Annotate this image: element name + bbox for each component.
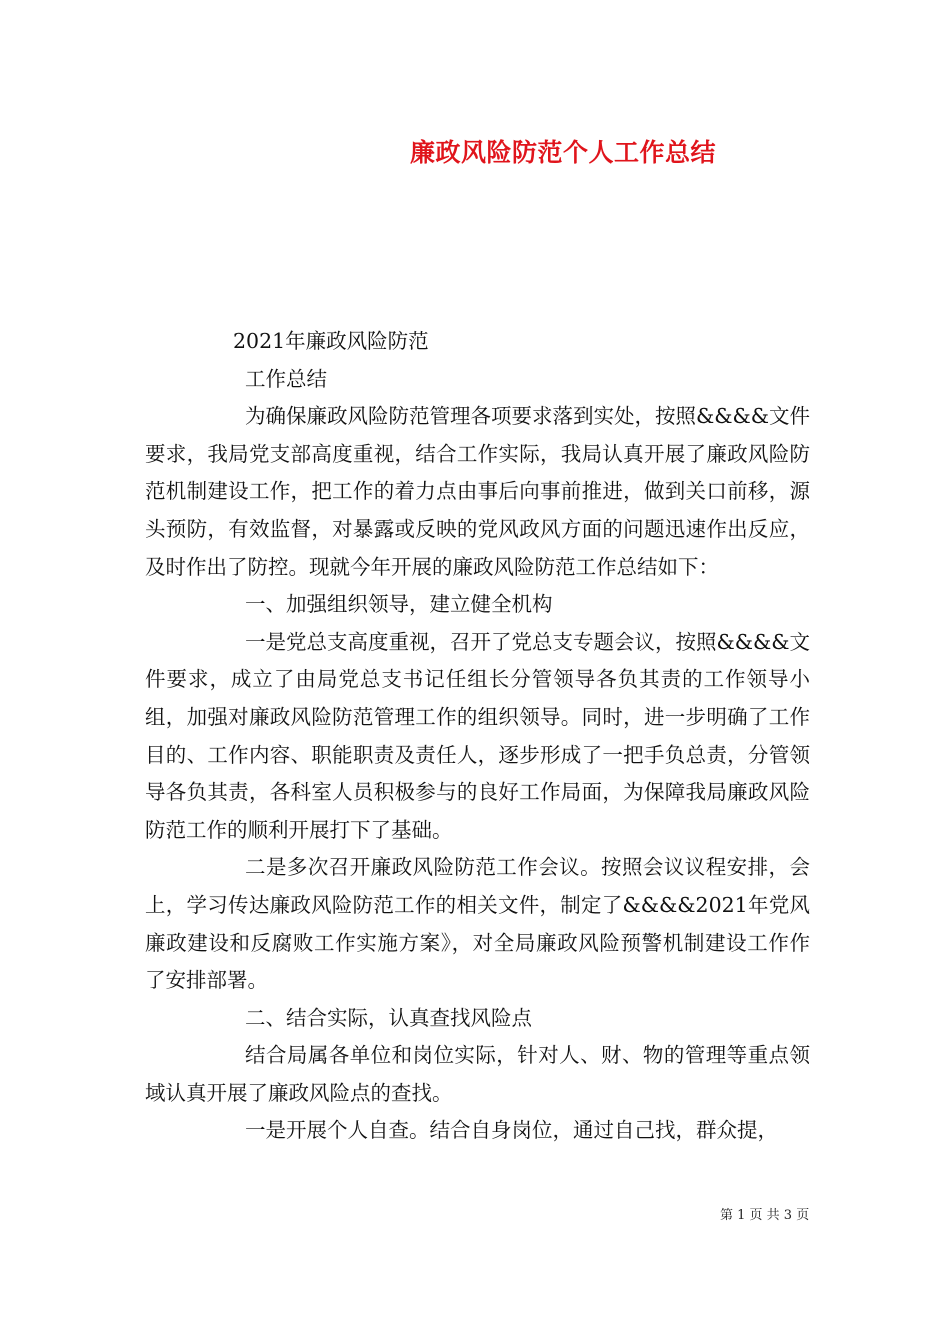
paragraph: 一是开展个人自查。结合自身岗位，通过自己找，群众提，: [245, 1118, 778, 1143]
page-number-footer: 第 1 页 共 3 页: [720, 1208, 810, 1223]
paragraph: 一是党总支高度重视，召开了党总支专题会议，按照&&&&文件要求，成立了由局党总支书记任组长分管领导各负其责的工作领导小组，加强对廉政风险防范管理工作的组织领导。同时，进一步明确了工作目的、工作内容、职能职责及责任人，逐步形成了一把手负总责，分管领导各负其责，各科室人员积极参与的良好工作局面，为保障我局廉政风险防范工作的顺利开展打下了基础。: [145, 629, 810, 842]
subtitle-line-1: 2021年廉政风险防范: [233, 329, 429, 353]
paragraph: 二是多次召开廉政风险防范工作会议。按照会议议程安排，会上，学习传达廉政风险防范工作的相关文件，制定了&&&&2021年党风廉政建设和反腐败工作实施方案》，对全局廉政风险预警机制建设工作作了安排部署。: [145, 855, 810, 993]
section-heading-1: 一、加强组织领导，建立健全机构: [245, 592, 553, 617]
document-title: 廉政风险防范个人工作总结: [410, 138, 717, 167]
section-heading-2: 二、结合实际，认真查找风险点: [245, 1005, 532, 1030]
paragraph: 结合局属各单位和岗位实际，针对人、财、物的管理等重点领域认真开展了廉政风险点的查找。: [145, 1043, 810, 1105]
document-body: [145, 323, 810, 1150]
paragraph-intro: 为确保廉政风险防范管理各项要求落到实处，按照&&&&文件要求，我局党支部高度重视，结合工作实际，我局认真开展了廉政风险防范机制建设工作，把工作的着力点由事后向事前推进，做到关口前移，源头预防，有效监督，对暴露或反映的党风政风方面的问题迅速作出反应，及时作出了防控。现就今年开展的廉政风险防范工作总结如下：: [145, 404, 810, 579]
subtitle-line-2: 工作总结: [245, 366, 327, 391]
